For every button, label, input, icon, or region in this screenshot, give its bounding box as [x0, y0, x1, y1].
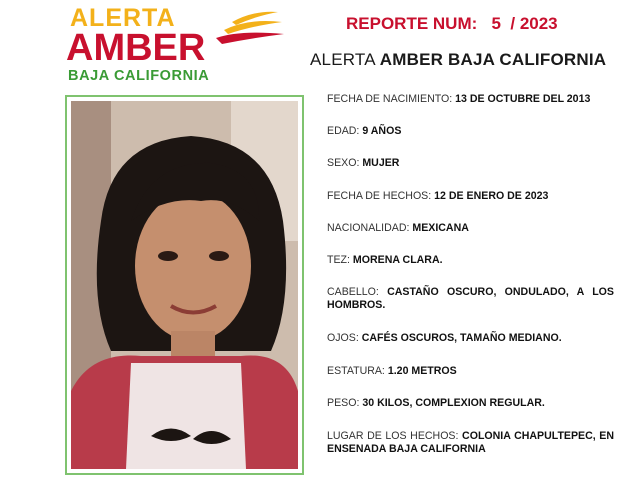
info-label: SEXO:: [327, 157, 360, 169]
amber-alert-logo: [62, 4, 292, 86]
heading-rest: AMBER BAJA CALIFORNIA: [379, 50, 607, 69]
info-value: 9 AÑOS: [362, 125, 402, 137]
info-location: [327, 430, 614, 456]
heading-prefix: ALERTA: [310, 50, 375, 69]
info-value: 12 DE ENERO DE 2023: [434, 190, 549, 202]
info-nationality: [327, 222, 614, 235]
photo-frame: [65, 95, 304, 475]
info-label: NACIONALIDAD:: [327, 222, 410, 234]
report-year: / 2023: [510, 14, 558, 33]
info-age: [327, 125, 614, 138]
info-label: OJOS:: [327, 332, 359, 344]
info-event-date: [327, 190, 614, 203]
info-value: CAFÉS OSCUROS, TAMAÑO MEDIANO.: [361, 332, 562, 344]
report-number: [346, 14, 558, 34]
info-complexion: [327, 254, 614, 267]
logo-swoosh-icon: [212, 8, 288, 48]
info-label: FECHA DE NACIMIENTO:: [327, 93, 453, 105]
info-value: CASTAÑO OSCURO, ONDULADO, A LOS HOMBROS.: [327, 286, 614, 311]
info-value: 13 DE OCTUBRE DEL 2013: [455, 93, 591, 105]
info-value: MEXICANA: [412, 222, 469, 234]
info-value: COLONIA CHAPULTEPEC, EN ENSENADA BAJA CALIFORNIA: [327, 430, 615, 455]
report-label: REPORTE NUM:: [346, 14, 478, 33]
info-label: PESO:: [327, 397, 360, 409]
logo-amber-text: AMBER: [66, 27, 206, 69]
info-value: 1.20 METROS: [387, 365, 457, 377]
report-num: 5: [491, 14, 501, 33]
info-value: 30 KILOS, COMPLEXION REGULAR.: [362, 397, 545, 409]
info-weight: [327, 397, 614, 410]
info-label: EDAD:: [327, 125, 360, 137]
logo-alerta-text: ALERTA: [70, 4, 176, 32]
missing-child-photo: [71, 101, 298, 469]
logo-baja-california-text: BAJA CALIFORNIA: [68, 68, 210, 84]
info-label: CABELLO:: [327, 286, 379, 298]
info-label: TEZ:: [327, 254, 350, 266]
info-label: ESTATURA:: [327, 365, 385, 377]
info-label: LUGAR DE LOS HECHOS:: [327, 430, 459, 442]
info-height: [327, 365, 614, 378]
alert-heading: [310, 50, 606, 70]
info-eyes: [327, 332, 614, 345]
info-sex: [327, 157, 614, 170]
info-birthdate: [327, 93, 614, 106]
info-value: MUJER: [362, 157, 400, 169]
info-label: FECHA DE HECHOS:: [327, 190, 432, 202]
info-hair: [327, 286, 614, 312]
info-value: MORENA CLARA.: [352, 254, 443, 266]
